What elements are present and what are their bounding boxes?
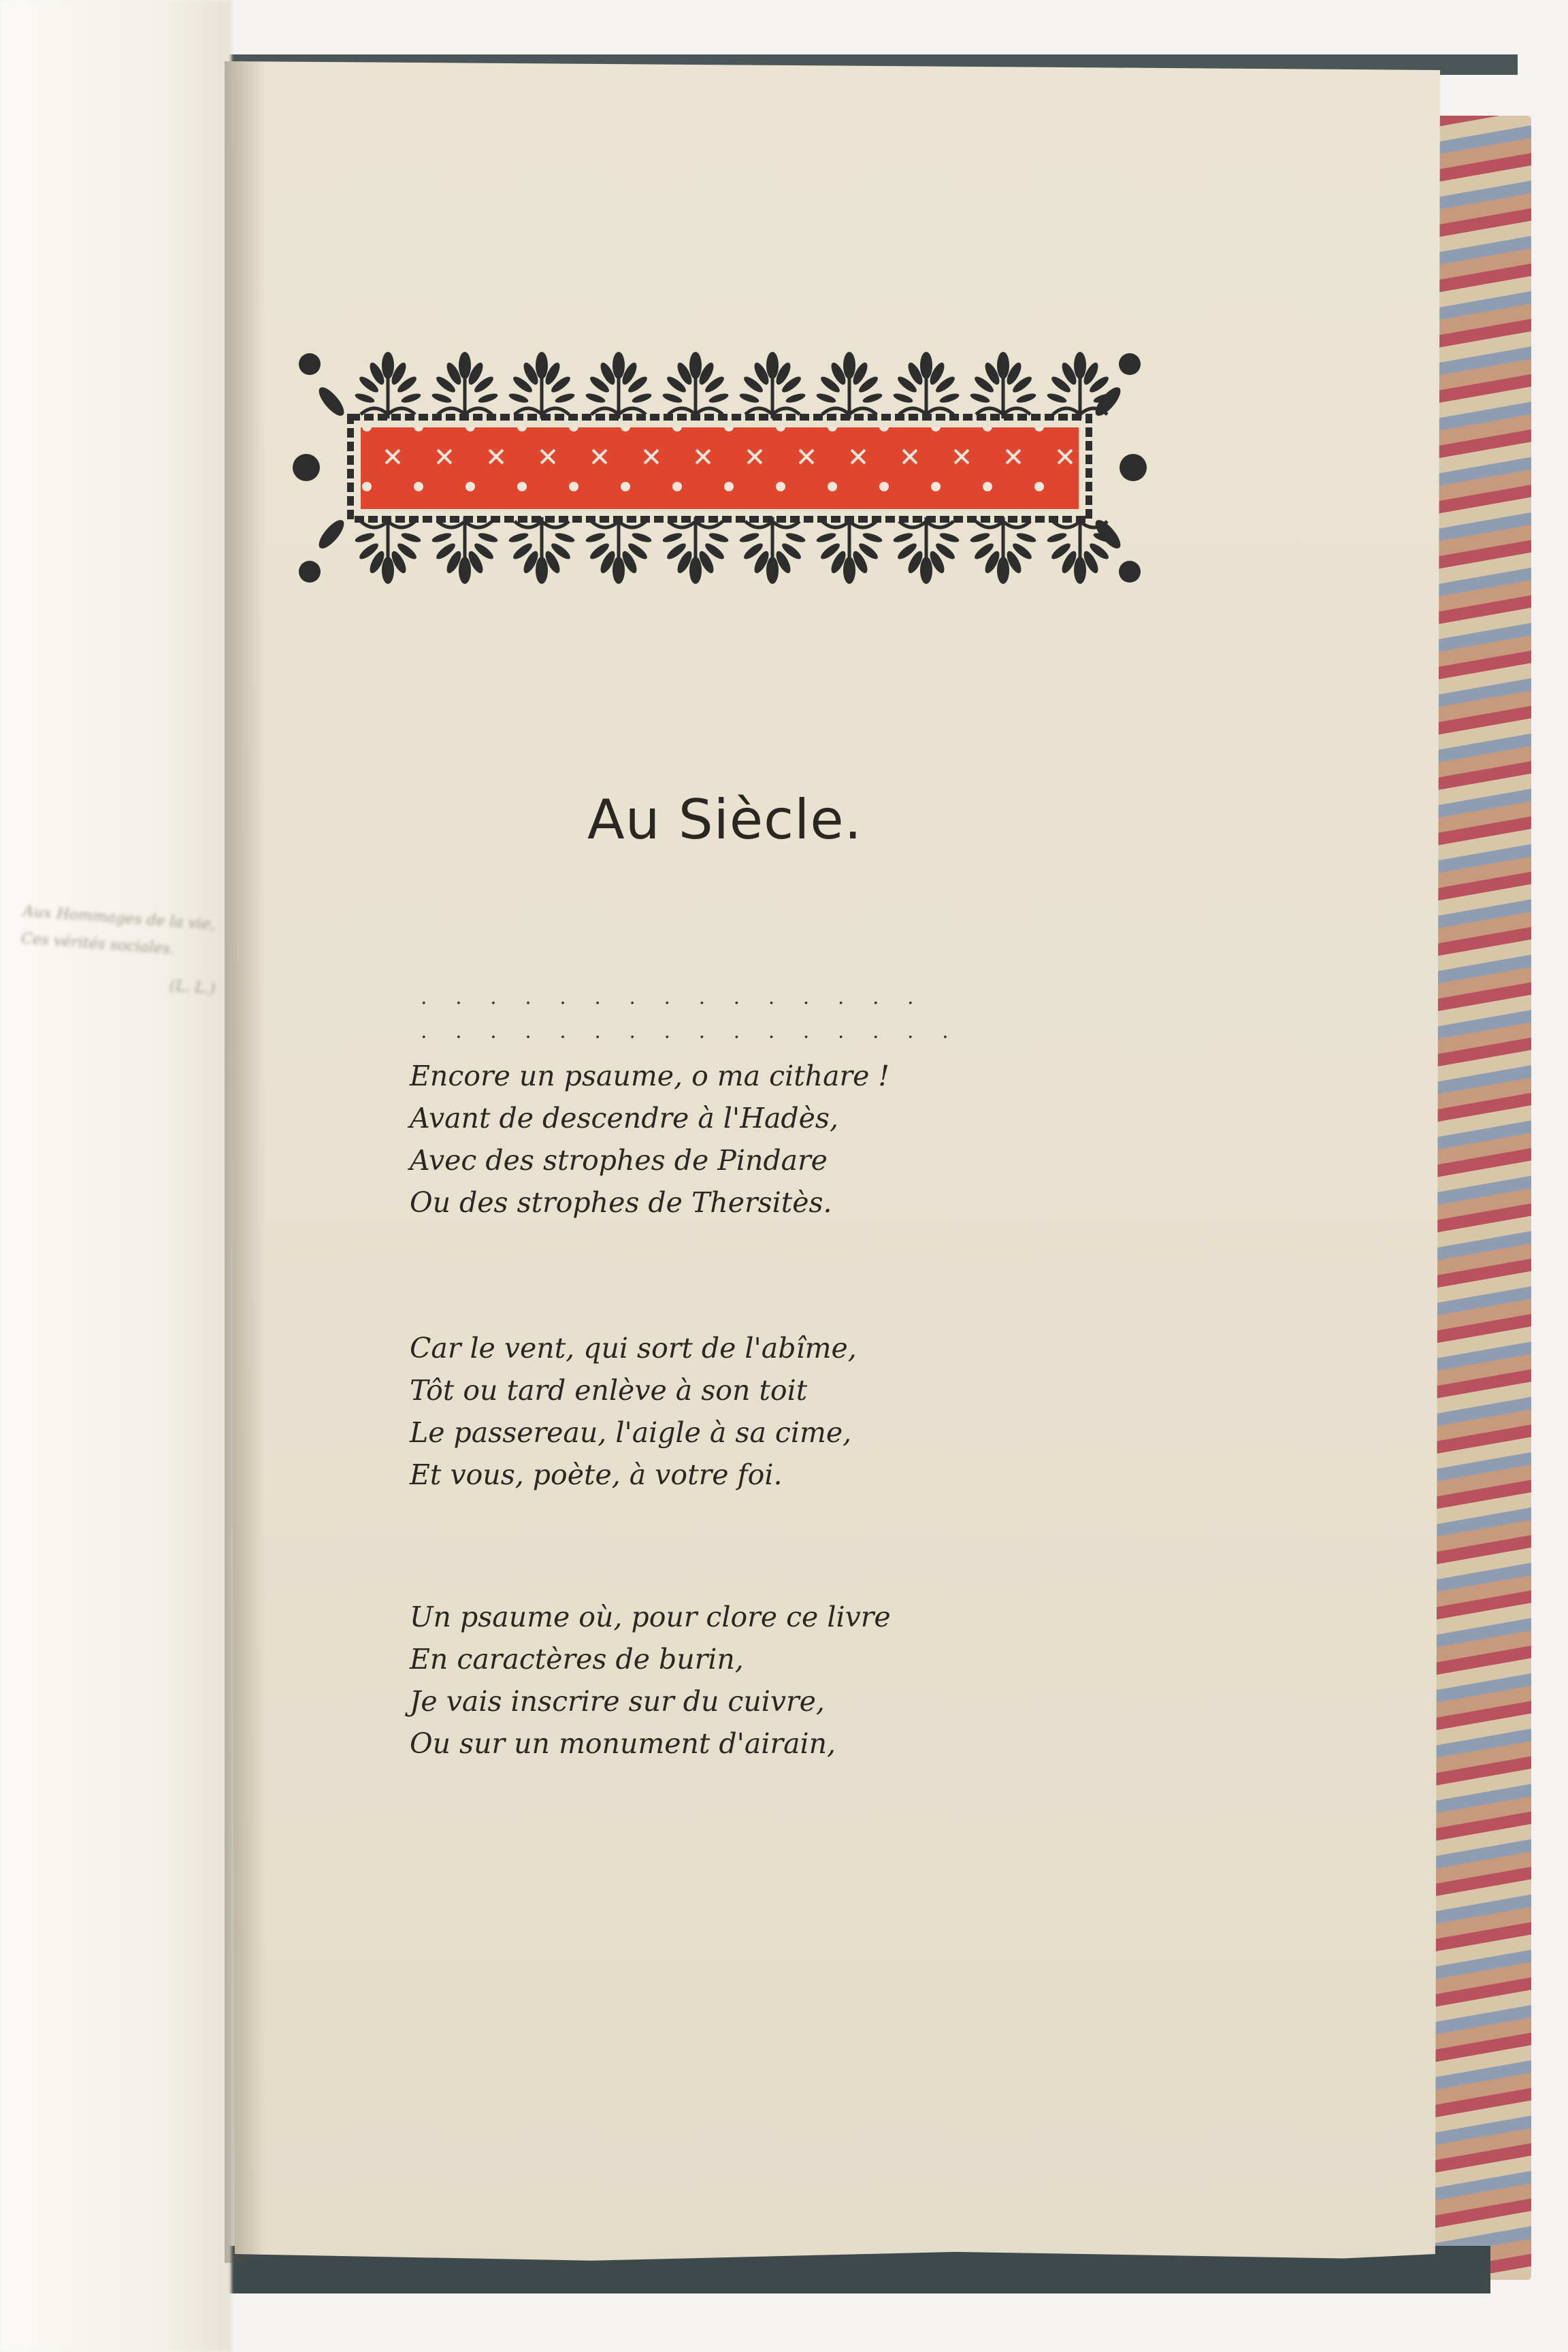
headpiece-ornament <box>289 337 1150 599</box>
verse-line: Avec des strophes de Pindare <box>410 1144 828 1177</box>
verse-line: Un psaume où, pour clore ce livre <box>410 1601 891 1633</box>
verse-line: Ou sur un monument d'airain, <box>410 1727 836 1760</box>
marbled-endpaper-edge <box>1429 116 1531 2280</box>
left-page-signature: (L. L.) <box>169 977 216 998</box>
stanza-2 <box>410 1327 1226 1496</box>
verse-line: Le passereau, l'aigle à sa cime, <box>410 1416 852 1449</box>
verse-line: Car le vent, qui sort de l'abîme, <box>410 1332 857 1365</box>
verse-line: Avant de descendre à l'Hadès, <box>410 1102 838 1134</box>
gutter-shadow <box>225 61 265 2263</box>
verse-line: Encore un psaume, o ma cithare ! <box>410 1060 889 1092</box>
ellipsis-line: . . . . . . . . . . . . . . . <box>421 985 925 1009</box>
left-facing-page <box>0 0 231 2352</box>
left-page-bleed-text <box>18 898 221 1003</box>
verse-line: En caractères de burin, <box>410 1643 744 1676</box>
poem-title: Au Siècle. <box>587 788 862 851</box>
left-page-line: Ces vérités sociales. <box>20 930 176 958</box>
ellipsis-line: . . . . . . . . . . . . . . . . <box>421 1019 960 1043</box>
verse-line: Tôt ou tard enlève à son toit <box>410 1374 808 1407</box>
verse-line: Ou des strophes de Thersitès. <box>410 1186 832 1219</box>
stanza-3 <box>410 1596 1226 1765</box>
stanza-1 <box>410 1055 1226 1224</box>
verse-line: Et vous, poète, à votre foi. <box>410 1458 783 1491</box>
left-page-line: Aux Hommages de la vie, <box>22 903 216 934</box>
palmette-row-top <box>354 352 1114 419</box>
palmette-row-bottom <box>354 517 1114 584</box>
verse-line: Je vais inscrire sur du cuivre, <box>410 1685 825 1718</box>
red-ornament-band <box>361 427 1079 509</box>
